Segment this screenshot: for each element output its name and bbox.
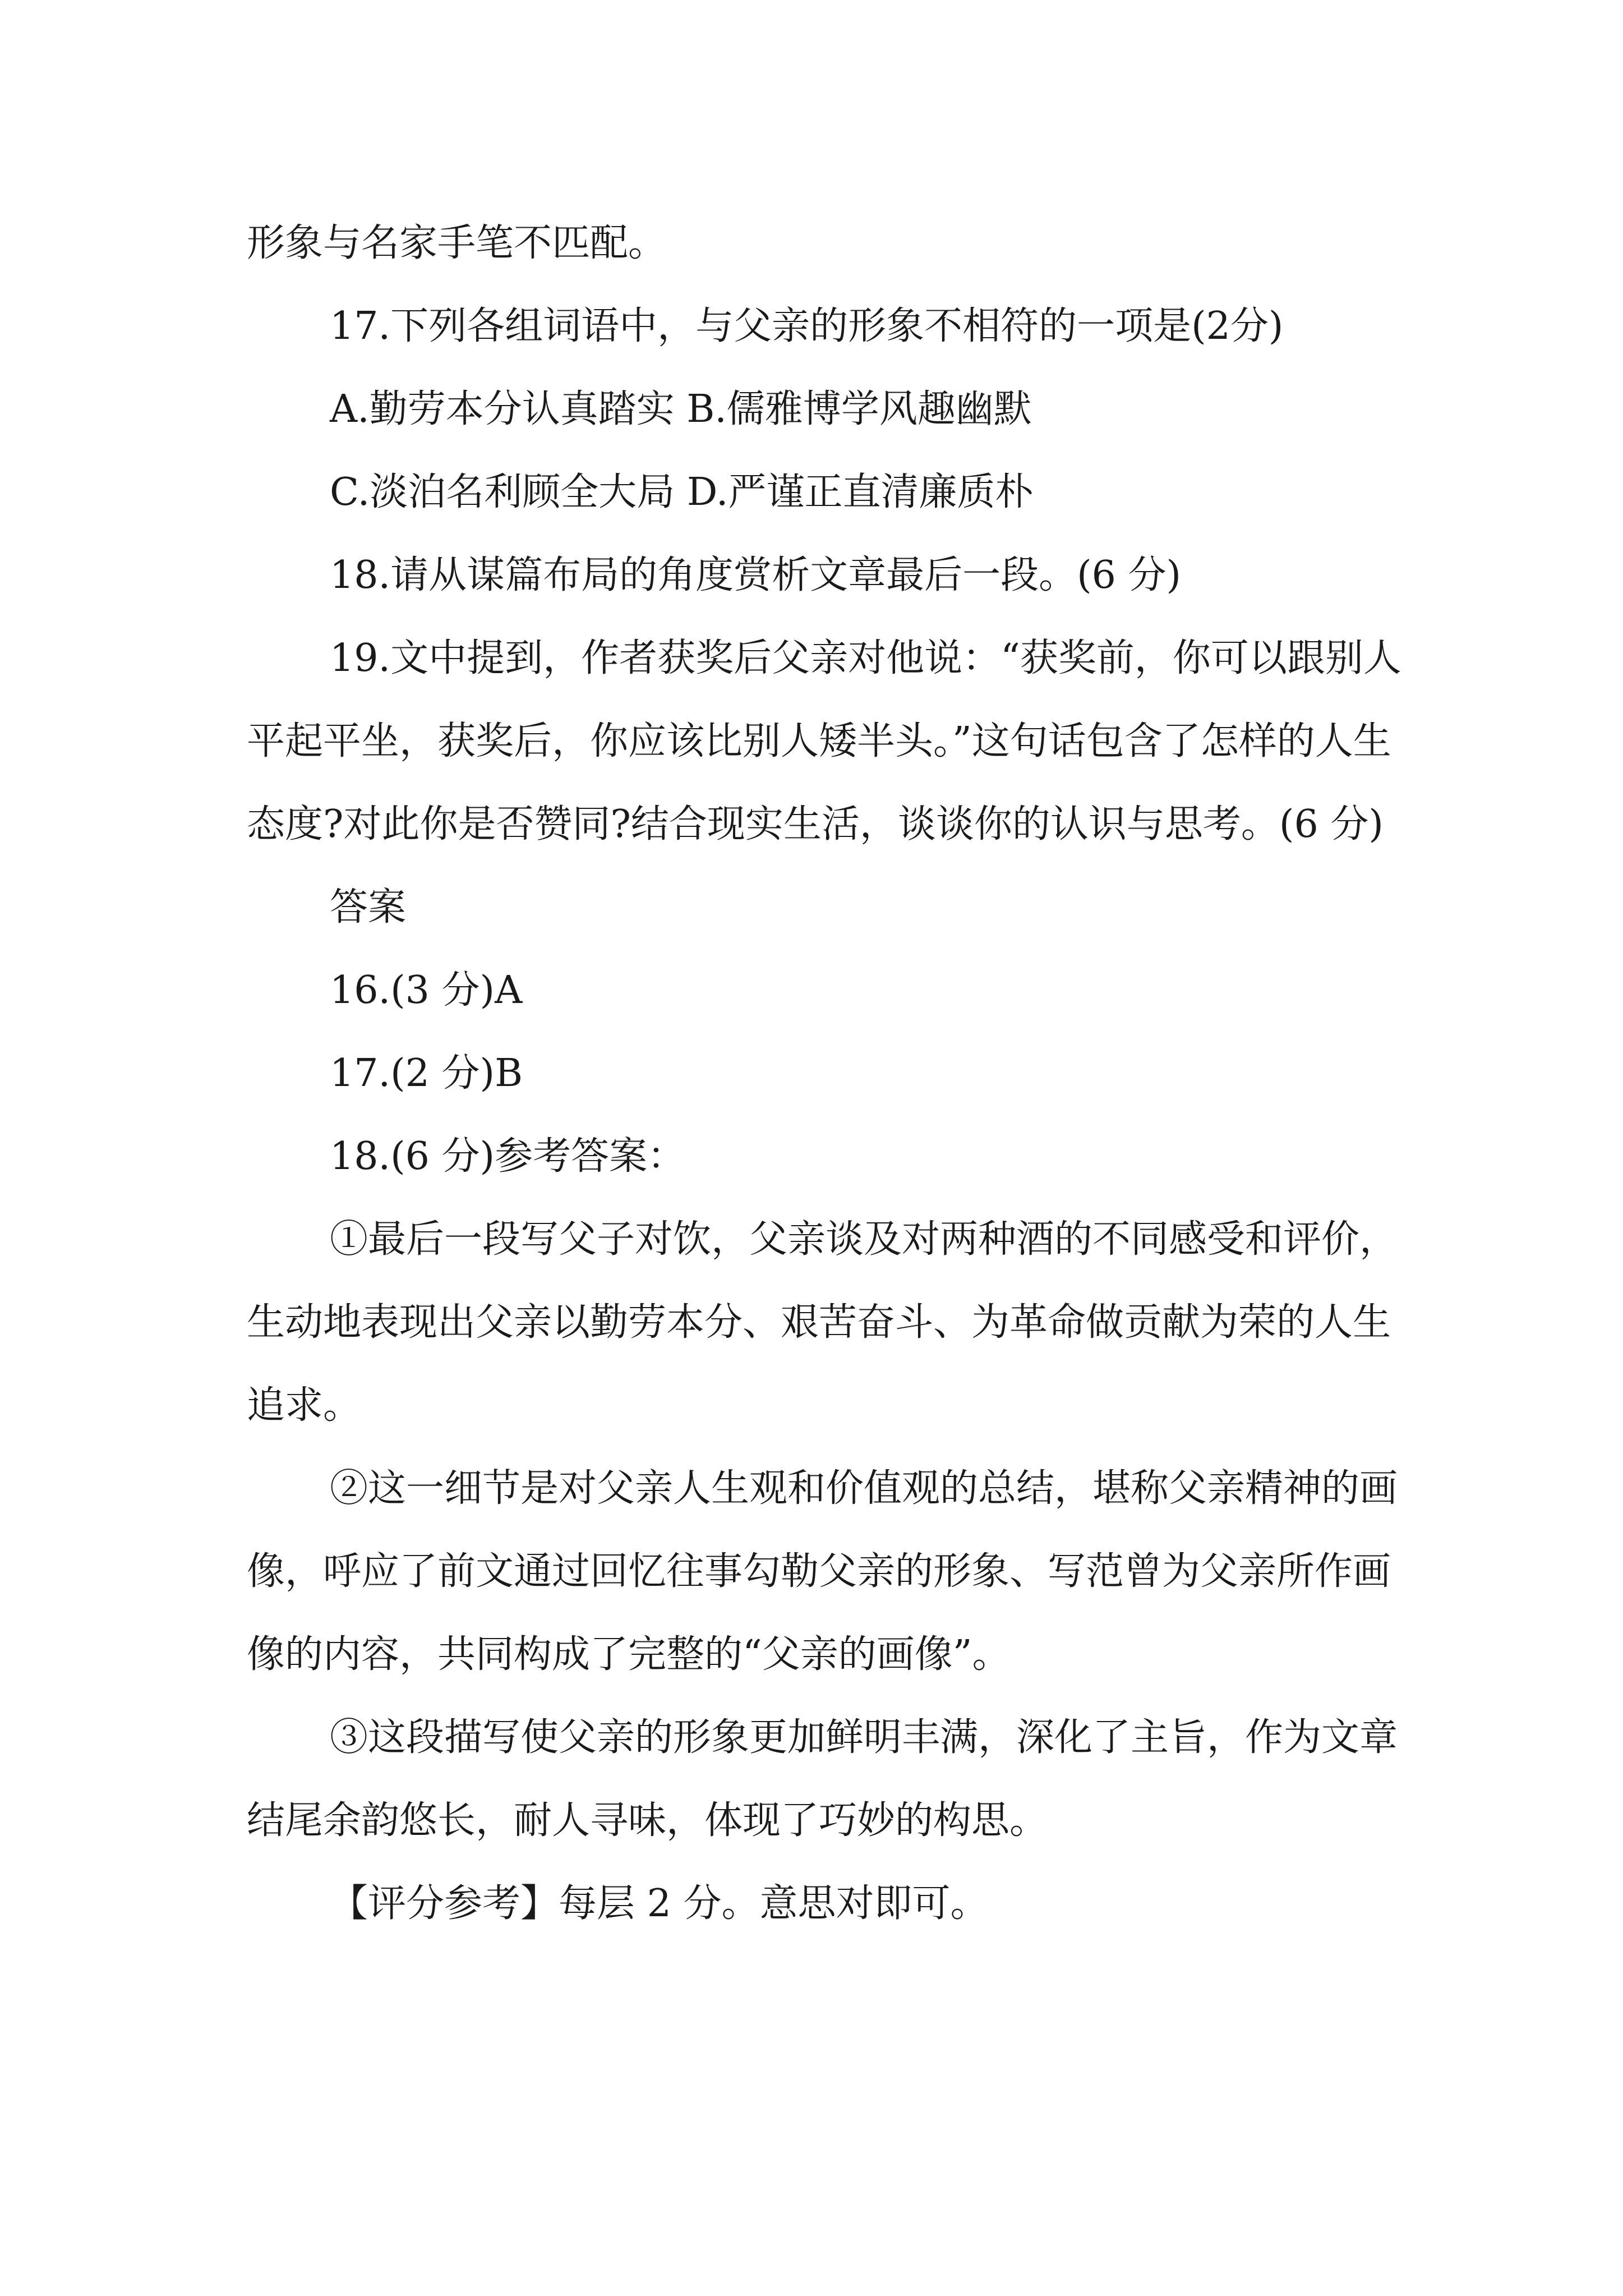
question-17-options-ab: A.勤劳本分认真踏实 B.儒雅博学风趣幽默 [330,387,1032,431]
answer-18-point-2: ②这一细节是对父亲人生观和价值观的总结，堪称父亲精神的画像，呼应了前文通过回忆往事勾勒父亲的形象、写范曾为父亲所作画像的内容，共同构成了完整的“父亲的画像”。 [247,1466,1398,1677]
answer-16: 16.(3 分)A [330,968,523,1013]
answer-18-point-3: ③这段描写使父亲的形象更加鲜明丰满，深化了主旨，作为文章结尾余韵悠长，耐人寻味，体现了巧妙的构思。 [247,1715,1398,1843]
paragraph-intro-fragment: 形象与名家手笔不匹配。 [247,221,667,265]
answer-18-point-1: ①最后一段写父子对饮，父亲谈及对两种酒的不同感受和评价，生动地表现出父亲以勤劳本分、艰苦奋斗、为革命做贡献为荣的人生追求。 [247,1217,1398,1428]
question-17-options-cd: C.淡泊名利顾全大局 D.严谨正直清廉质朴 [330,470,1034,514]
answer-18-heading: 18.(6 分)参考答案： [330,1134,686,1179]
scoring-reference: 【评分参考】每层 2 分。意思对即可。 [330,1881,989,1926]
document-page [247,202,1413,1945]
question-17: 17.下列各组词语中，与父亲的形象不相符的一项是(2分) [330,304,1284,348]
answer-heading: 答案 [330,885,407,930]
question-19: 19.文中提到，作者获奖后父亲对他说：“获奖前，你可以跟别人平起平坐，获奖后，你应该比别人矮半头。”这句话包含了怎样的人生态度?对此你是否赞同?结合现实生活，谈谈你的认识与思考。(6 分) [247,636,1401,846]
answer-17: 17.(2 分)B [330,1051,523,1096]
question-18: 18.请从谋篇布局的角度赏析文章最后一段。(6 分) [330,553,1182,597]
